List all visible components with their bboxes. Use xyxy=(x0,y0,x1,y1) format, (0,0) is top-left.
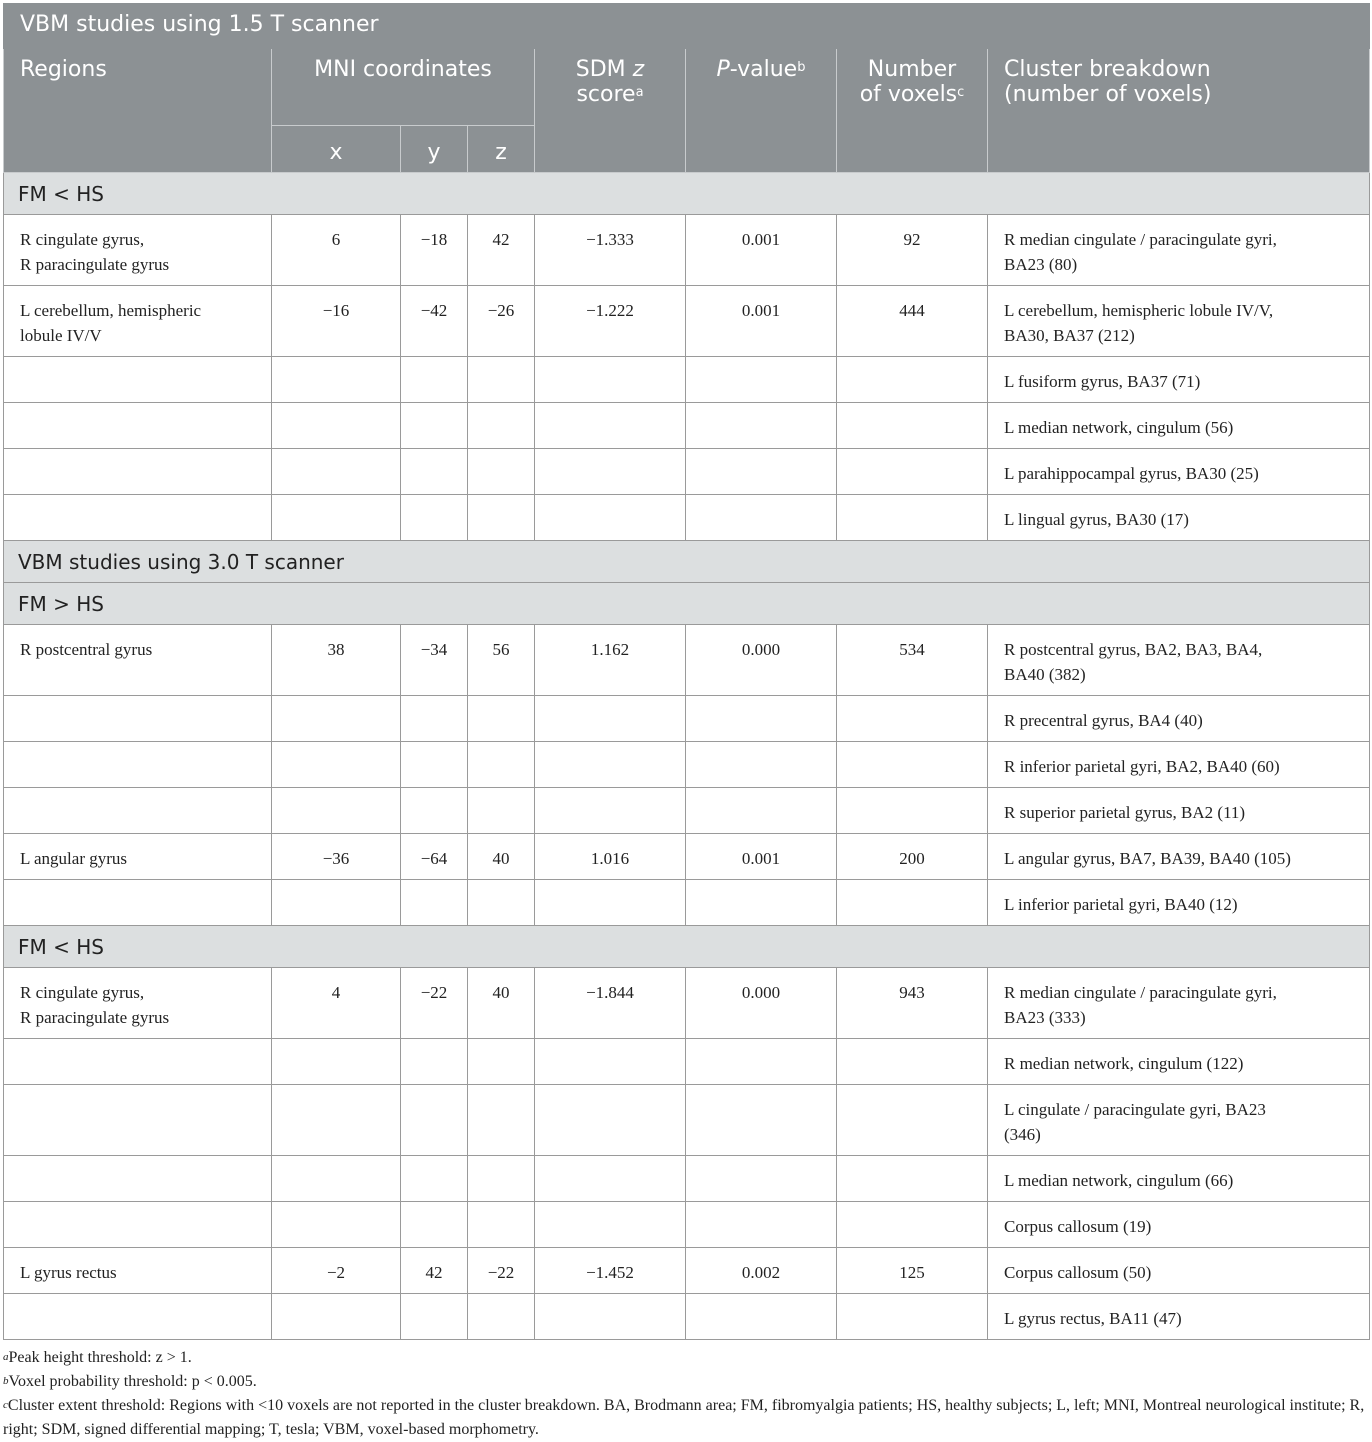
cell-cluster: R postcentral gyrus, BA2, BA3, BA4, BA40 (382) xyxy=(988,625,1370,696)
cell-cluster: R inferior parietal gyri, BA2, BA40 (60) xyxy=(988,742,1370,788)
cell-cluster: R precentral gyrus, BA4 (40) xyxy=(988,696,1370,742)
table-row xyxy=(4,449,1370,495)
section-row xyxy=(4,926,1370,968)
section-row xyxy=(4,173,1370,215)
cell-z: 42 xyxy=(468,215,535,286)
cell-z: −26 xyxy=(468,286,535,357)
table-row xyxy=(4,834,1370,880)
cell-sdm: −1.452 xyxy=(535,1248,686,1294)
subtitle-row xyxy=(4,541,1370,583)
cell-sdm: −1.844 xyxy=(535,968,686,1039)
cell-nvox: 200 xyxy=(837,834,988,880)
cell-cluster: R median network, cingulum (122) xyxy=(988,1039,1370,1085)
header-nvox-sup: c xyxy=(957,85,965,100)
cell-x: −16 xyxy=(272,286,401,357)
section-row xyxy=(4,583,1370,625)
table-row xyxy=(4,403,1370,449)
cell-region: R cingulate gyrus, R paracingulate gyrus xyxy=(4,215,272,286)
cell-cluster: Corpus callosum (50) xyxy=(988,1248,1370,1294)
cell-cluster: L cerebellum, hemispheric lobule IV/V, BA30, BA37 (212) xyxy=(988,286,1370,357)
cell-cluster: R median cingulate / paracingulate gyri, BA23 (80) xyxy=(988,215,1370,286)
cell-y: −22 xyxy=(401,968,468,1039)
cell-y: −64 xyxy=(401,834,468,880)
cell-sdm: −1.333 xyxy=(535,215,686,286)
header-z: z xyxy=(468,126,535,173)
cell-nvox: 943 xyxy=(837,968,988,1039)
header-nvox-2: of voxels xyxy=(859,82,958,107)
results-table xyxy=(3,3,1370,1340)
footnotes xyxy=(3,1346,1369,1442)
table-row xyxy=(4,696,1370,742)
cell-cluster: L cingulate / paracingulate gyri, BA23 (346) xyxy=(988,1085,1370,1156)
table-row xyxy=(4,1248,1370,1294)
cell-x: 38 xyxy=(272,625,401,696)
table-row xyxy=(4,1085,1370,1156)
cell-sdm: 1.016 xyxy=(535,834,686,880)
cell-region: R cingulate gyrus, R paracingulate gyrus xyxy=(4,968,272,1039)
header-sdm-text: SDM xyxy=(575,57,633,82)
cell-region: L cerebellum, hemispheric lobule IV/V xyxy=(4,286,272,357)
table-row xyxy=(4,788,1370,834)
cell-y: 42 xyxy=(401,1248,468,1294)
header-nvox-1: Number xyxy=(867,57,957,82)
header-sdm-score: score xyxy=(576,82,636,107)
header-cluster-1: Cluster breakdown xyxy=(1004,57,1211,82)
title-row xyxy=(4,4,1370,49)
table-row xyxy=(4,1156,1370,1202)
header-p-sup: b xyxy=(797,60,806,75)
header-cluster-2: (number of voxels) xyxy=(1004,82,1212,107)
cell-x: 6 xyxy=(272,215,401,286)
cell-region: R postcentral gyrus xyxy=(4,625,272,696)
cell-region: L angular gyrus xyxy=(4,834,272,880)
cell-p: 0.000 xyxy=(686,968,837,1039)
header-p-rest: -value xyxy=(729,57,798,82)
table-row xyxy=(4,357,1370,403)
cell-cluster: L lingual gyrus, BA30 (17) xyxy=(988,495,1370,541)
table-row xyxy=(4,1039,1370,1085)
cell-cluster: L median network, cingulum (56) xyxy=(988,403,1370,449)
table-row xyxy=(4,742,1370,788)
header-sdm-sup: a xyxy=(635,85,644,100)
cell-z: 40 xyxy=(468,968,535,1039)
cell-z: 40 xyxy=(468,834,535,880)
cell-p: 0.001 xyxy=(686,286,837,357)
cell-sdm: 1.162 xyxy=(535,625,686,696)
cell-nvox: 92 xyxy=(837,215,988,286)
table-row xyxy=(4,968,1370,1039)
footnote-b: $^b$Voxel probability threshold: p < 0.005. xyxy=(3,1373,257,1390)
cell-nvox: 444 xyxy=(837,286,988,357)
section-label: FM > HS xyxy=(4,583,1370,625)
cell-x: −36 xyxy=(272,834,401,880)
section-label: FM < HS xyxy=(4,926,1370,968)
cell-cluster: L fusiform gyrus, BA37 (71) xyxy=(988,357,1370,403)
table-row xyxy=(4,495,1370,541)
cell-p: 0.000 xyxy=(686,625,837,696)
header-row xyxy=(4,49,1370,126)
cell-y: −42 xyxy=(401,286,468,357)
table-container xyxy=(3,3,1369,1442)
cell-cluster: L inferior parietal gyri, BA40 (12) xyxy=(988,880,1370,926)
header-p-italic: P xyxy=(716,57,730,82)
cell-x: 4 xyxy=(272,968,401,1039)
cell-z: −22 xyxy=(468,1248,535,1294)
cell-x: −2 xyxy=(272,1248,401,1294)
table-row xyxy=(4,1202,1370,1248)
cell-nvox: 125 xyxy=(837,1248,988,1294)
table-row xyxy=(4,880,1370,926)
header-nvoxels xyxy=(837,49,988,173)
cell-cluster: Corpus callosum (19) xyxy=(988,1202,1370,1248)
header-pvalue xyxy=(686,49,837,173)
cell-cluster: L gyrus rectus, BA11 (47) xyxy=(988,1294,1370,1340)
table-title: VBM studies using 1.5 T scanner xyxy=(4,4,1370,49)
table-row xyxy=(4,215,1370,286)
cell-sdm: −1.222 xyxy=(535,286,686,357)
header-regions: Regions xyxy=(4,49,272,173)
cell-nvox: 534 xyxy=(837,625,988,696)
cell-cluster: L parahippocampal gyrus, BA30 (25) xyxy=(988,449,1370,495)
cell-cluster: R median cingulate / paracingulate gyri, BA23 (333) xyxy=(988,968,1370,1039)
cell-cluster: L angular gyrus, BA7, BA39, BA40 (105) xyxy=(988,834,1370,880)
table-row xyxy=(4,625,1370,696)
header-cluster xyxy=(988,49,1370,173)
header-sdm xyxy=(535,49,686,173)
footnote-a: $^a$Peak height threshold: z > 1. xyxy=(3,1349,192,1366)
table-row xyxy=(4,1294,1370,1340)
cell-y: −34 xyxy=(401,625,468,696)
cell-p: 0.001 xyxy=(686,834,837,880)
header-y: y xyxy=(401,126,468,173)
cell-z: 56 xyxy=(468,625,535,696)
footnote-c: $^c$Cluster extent threshold: Regions with <10 voxels are not reported in the cluster breakdown. BA, Brodmann area; FM, fibromyalgia patients; HS, healthy subjects; L, left; MNI, Montreal neurological institute; R, right; SDM, signed differential mapping; T, tesla; VBM, voxel-based morphometry. xyxy=(3,1397,1365,1438)
cell-p: 0.001 xyxy=(686,215,837,286)
section-label: FM < HS xyxy=(4,173,1370,215)
header-sdm-z: z xyxy=(632,57,645,82)
header-mni: MNI coordinates xyxy=(272,49,535,126)
table-row xyxy=(4,286,1370,357)
section-title: VBM studies using 3.0 T scanner xyxy=(4,541,1370,583)
header-x: x xyxy=(272,126,401,173)
cell-cluster: L median network, cingulum (66) xyxy=(988,1156,1370,1202)
cell-p: 0.002 xyxy=(686,1248,837,1294)
cell-y: −18 xyxy=(401,215,468,286)
cell-region: L gyrus rectus xyxy=(4,1248,272,1294)
cell-cluster: R superior parietal gyrus, BA2 (11) xyxy=(988,788,1370,834)
